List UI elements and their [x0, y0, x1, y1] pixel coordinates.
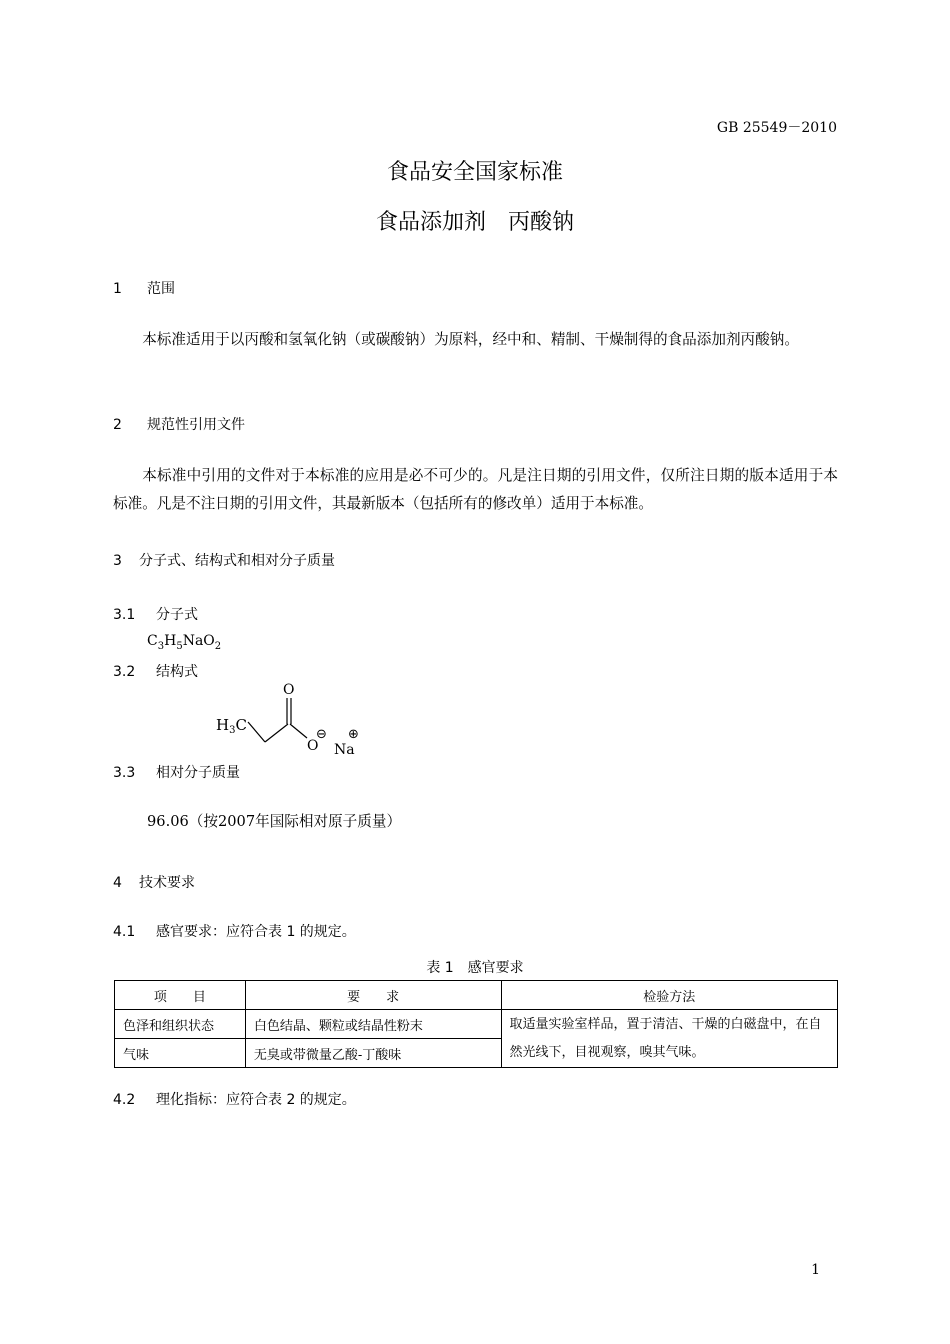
section-number: 4.2 [113, 1092, 136, 1108]
row-item: 色泽和组织状态 [115, 1010, 246, 1039]
section-1-heading [113, 278, 175, 298]
section-title: 分子式 [156, 607, 198, 623]
section-1-text: 本标准适用于以丙酸和氢氧化钠（或碳酸钠）为原料，经中和、精制、干燥制得的食品添加剂丙酸钠。 [142, 331, 799, 348]
sodium-label: Na [334, 742, 355, 758]
row-requirement: 白色结晶、颗粒或结晶性粉末 [245, 1010, 501, 1039]
section-4-1-heading [113, 921, 356, 941]
bond-line [248, 722, 265, 742]
section-4-heading [113, 872, 195, 892]
document-title: 食品安全国家标准 [386, 160, 563, 185]
section-number: 2 [113, 417, 122, 433]
section-title: 范围 [147, 281, 175, 297]
table-row [115, 1010, 838, 1039]
section-number: 4 [113, 875, 122, 891]
section-2-heading [113, 414, 245, 434]
molecular-mass: 96.06（按2007年国际相对原子质量） [147, 813, 402, 830]
bond-line [290, 724, 307, 738]
section-3-2-heading [113, 661, 198, 681]
h3c-label: $H_3C$ [216, 716, 247, 736]
header-item: 项 目 [115, 981, 246, 1010]
document-subtitle: 食品添加剂 丙酸钠 [375, 210, 574, 235]
section-3-3-heading [113, 762, 240, 782]
section-number: 4.1 [113, 924, 136, 940]
section-number: 3.2 [113, 664, 136, 680]
table-header-row [115, 981, 838, 1010]
section-number: 3.1 [113, 607, 136, 623]
section-3-heading [113, 550, 335, 570]
section-4-2-heading [113, 1089, 356, 1109]
section-number: 3.3 [113, 765, 136, 781]
negative-charge-icon: ⊖ [316, 727, 327, 742]
section-title: 感官要求：应符合表 1 的规定。 [156, 924, 356, 940]
molecular-formula: $C_3H_5NaO_2$ [147, 633, 222, 652]
section-title: 技术要求 [139, 875, 195, 891]
header-method: 检验方法 [501, 981, 838, 1010]
row-item: 气味 [115, 1039, 246, 1068]
section-3-1-heading [113, 604, 198, 624]
bond-line [265, 724, 288, 742]
standard-code: GB 25549－2010 [716, 120, 837, 136]
row-requirement: 无臭或带微量乙酸-丁酸味 [245, 1039, 501, 1068]
section-2-text: 本标准中引用的文件对于本标准的应用是必不可少的。凡是注日期的引用文件，仅所注日期的版本适用于本标准。凡是不注日期的引用文件，其最新版本（包括所有的修改单）适用于本标准。 [113, 467, 838, 512]
positive-charge-icon: ⊕ [348, 727, 359, 742]
section-number: 1 [113, 281, 122, 297]
section-title: 结构式 [156, 664, 198, 680]
table-1-caption: 表 1 感官要求 [426, 960, 524, 976]
sensory-requirements-table [114, 980, 838, 1068]
structural-formula [210, 676, 370, 760]
section-title: 相对分子质量 [156, 765, 240, 781]
oxygen-top-label: O [283, 682, 295, 698]
page-number: 1 [811, 1262, 820, 1278]
section-title: 规范性引用文件 [147, 417, 245, 433]
oxygen-anion-label: O [307, 738, 319, 754]
header-requirement: 要 求 [245, 981, 501, 1010]
section-title: 分子式、结构式和相对分子质量 [139, 553, 335, 569]
row-method: 取适量实验室样品，置于清洁、干燥的白磁盘中，在自然光线下，目视观察，嗅其气味。 [501, 1010, 838, 1068]
section-title: 理化指标：应符合表 2 的规定。 [156, 1092, 356, 1108]
section-number: 3 [113, 553, 122, 569]
